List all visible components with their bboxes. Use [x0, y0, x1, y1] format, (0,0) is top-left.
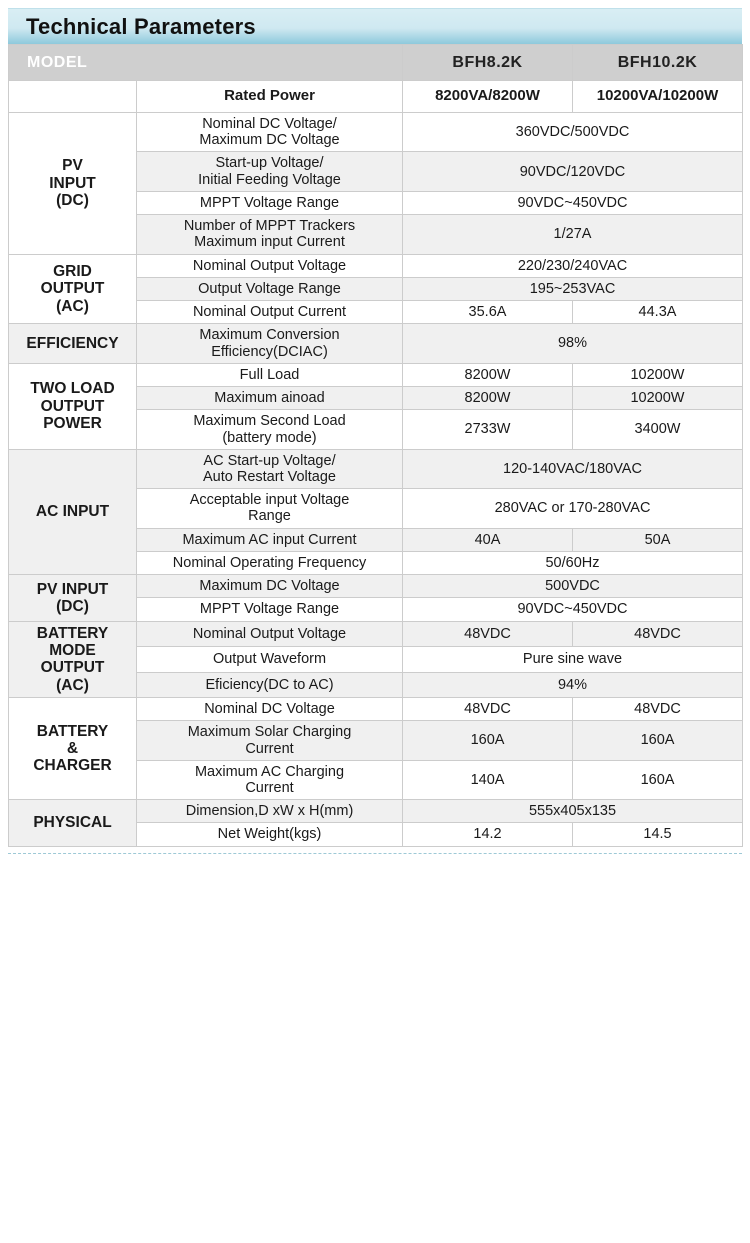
row-value-model-1: 40A: [403, 528, 573, 551]
row-category-label: GRID OUTPUT (AC): [9, 254, 137, 324]
row-parameter-label: Eficiency(DC to AC): [137, 672, 403, 698]
row-parameter-label: Nominal Output Current: [137, 301, 403, 324]
row-parameter-label: Start-up Voltage/ Initial Feeding Voltage: [137, 152, 403, 191]
table-body: [9, 81, 743, 847]
page-title-bar: [8, 8, 742, 44]
table-row: [9, 254, 743, 277]
row-value-model-1: 48VDC: [403, 698, 573, 721]
table-row: [9, 113, 743, 152]
row-category-label: PV INPUT (DC): [9, 113, 137, 255]
row-parameter-label: Full Load: [137, 363, 403, 386]
row-category-label: BATTERY & CHARGER: [9, 698, 137, 800]
row-value-model-1: 8200W: [403, 363, 573, 386]
row-value-model-2: 10200W: [573, 363, 743, 386]
row-parameter-label: MPPT Voltage Range: [137, 598, 403, 621]
row-value-shared: 195~253VAC: [403, 277, 743, 300]
table-row: [9, 363, 743, 386]
row-parameter-label: Maximum Conversion Efficiency(DCIAC): [137, 324, 403, 363]
row-parameter-label: Maximum AC Charging Current: [137, 760, 403, 799]
table-row: [9, 324, 743, 363]
row-value-model-2: 3400W: [573, 410, 743, 449]
bottom-divider: [8, 853, 742, 854]
table-row: [9, 449, 743, 488]
technical-parameters-table: [8, 44, 743, 847]
row-value-model-1: 2733W: [403, 410, 573, 449]
row-value-shared: 120-140VAC/180VAC: [403, 449, 743, 488]
row-value-shared: Pure sine wave: [403, 647, 743, 672]
table-row: [9, 621, 743, 646]
column-header-model-2: BFH10.2K: [573, 45, 743, 81]
row-parameter-label: Output Waveform: [137, 647, 403, 672]
row-category-label: EFFICIENCY: [9, 324, 137, 363]
page-title: Technical Parameters: [26, 13, 256, 39]
row-value-model-2: 44.3A: [573, 301, 743, 324]
row-parameter-label: Maximum Second Load (battery mode): [137, 410, 403, 449]
row-parameter-label: Acceptable input Voltage Range: [137, 489, 403, 528]
row-parameter-label: Nominal Operating Frequency: [137, 551, 403, 574]
row-value-shared: 280VAC or 170-280VAC: [403, 489, 743, 528]
row-parameter-label: Output Voltage Range: [137, 277, 403, 300]
row-parameter-label: AC Start-up Voltage/ Auto Restart Voltage: [137, 449, 403, 488]
table-row: [9, 800, 743, 823]
column-header-model-1: BFH8.2K: [403, 45, 573, 81]
column-header-model: MODEL: [9, 45, 403, 81]
row-value-model-2: 160A: [573, 760, 743, 799]
row-value-model-2: 10200W: [573, 387, 743, 410]
row-category-label: PHYSICAL: [9, 800, 137, 846]
row-value-model-2: 14.5: [573, 823, 743, 846]
table-header-row: [9, 45, 743, 81]
row-parameter-label: Nominal Output Voltage: [137, 254, 403, 277]
row-parameter-label: MPPT Voltage Range: [137, 191, 403, 214]
row-value-shared: 50/60Hz: [403, 551, 743, 574]
row-value-shared: 360VDC/500VDC: [403, 113, 743, 152]
row-value-model-2: 48VDC: [573, 698, 743, 721]
row-value-model-1: 14.2: [403, 823, 573, 846]
row-value-shared: 90VDC~450VDC: [403, 598, 743, 621]
row-parameter-label: Net Weight(kgs): [137, 823, 403, 846]
row-value-model-1: 8200W: [403, 387, 573, 410]
row-value-model-1: 140A: [403, 760, 573, 799]
row-value-shared: 555x405x135: [403, 800, 743, 823]
row-value-model-2: 160A: [573, 721, 743, 760]
row-value-shared: 1/27A: [403, 215, 743, 254]
row-value-shared: 98%: [403, 324, 743, 363]
row-value-shared: 90VDC~450VDC: [403, 191, 743, 214]
row-value-shared: 220/230/240VAC: [403, 254, 743, 277]
row-parameter-label: Nominal Output Voltage: [137, 621, 403, 646]
row-value-shared: 500VDC: [403, 575, 743, 598]
table-row: [9, 698, 743, 721]
rated-power-category-blank: [9, 81, 137, 113]
row-value-shared: 90VDC/120VDC: [403, 152, 743, 191]
row-parameter-label: Number of MPPT Trackers Maximum input Current: [137, 215, 403, 254]
row-category-label: AC INPUT: [9, 449, 137, 574]
row-value-model-1: 160A: [403, 721, 573, 760]
row-value-model-2: 48VDC: [573, 621, 743, 646]
table-row-rated-power: [9, 81, 743, 113]
rated-power-value-1: 8200VA/8200W: [403, 81, 573, 113]
row-category-label: TWO LOAD OUTPUT POWER: [9, 363, 137, 449]
row-parameter-label: Dimension,D xW x H(mm): [137, 800, 403, 823]
row-parameter-label: Maximum ainoad: [137, 387, 403, 410]
row-value-model-2: 50A: [573, 528, 743, 551]
row-value-model-1: 35.6A: [403, 301, 573, 324]
row-parameter-label: Maximum Solar Charging Current: [137, 721, 403, 760]
row-parameter-label: Nominal DC Voltage/ Maximum DC Voltage: [137, 113, 403, 152]
row-value-model-1: 48VDC: [403, 621, 573, 646]
row-parameter-label: Maximum DC Voltage: [137, 575, 403, 598]
row-category-label: PV INPUT (DC): [9, 575, 137, 621]
table-row: [9, 575, 743, 598]
row-category-label: BATTERY MODE OUTPUT (AC): [9, 621, 137, 697]
rated-power-label: Rated Power: [137, 81, 403, 113]
rated-power-value-2: 10200VA/10200W: [573, 81, 743, 113]
row-parameter-label: Maximum AC input Current: [137, 528, 403, 551]
row-parameter-label: Nominal DC Voltage: [137, 698, 403, 721]
row-value-shared: 94%: [403, 672, 743, 698]
